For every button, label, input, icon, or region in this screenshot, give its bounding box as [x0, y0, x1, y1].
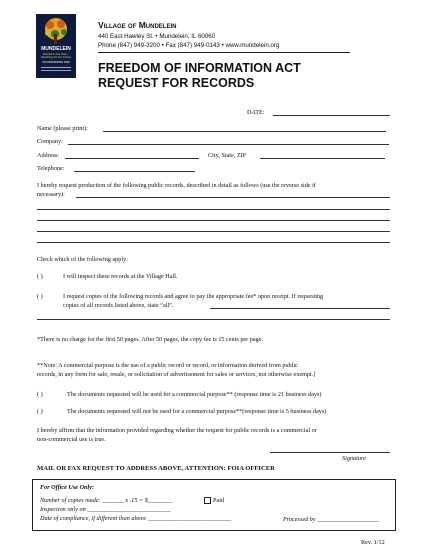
copies-field-line[interactable] [210, 308, 390, 309]
commercial-option-label: The documents requested will be used for a commercial purpose** (response time is 21 business days) [67, 391, 322, 398]
copies-checkbox[interactable]: ( ) [37, 293, 43, 300]
org-phone: Phone (847) 949-3200 • Fax (847) 949-0143 • www.mundelein.org [98, 42, 280, 49]
paid-label: Paid [213, 497, 225, 504]
address-field[interactable] [65, 158, 199, 159]
affirm-text-2: non-commercial use is true. [37, 436, 106, 443]
commercial-note-2: records, in any form for sale, resale, or solicitation of advertisement for sales or services, not otherwise exempt.] [37, 371, 316, 378]
check-header: Check which of the following apply: [37, 256, 128, 263]
noncommercial-checkbox[interactable]: ( ) [37, 408, 43, 415]
commercial-note: **Note: A commercial purpose is the use of a public record or record, or information derived from public [37, 362, 298, 369]
city-label: City, State, ZIP [208, 152, 247, 159]
request-text: I hereby request production of the following public records, described in detail as follows (use the reverse side if [37, 182, 316, 189]
request-field-line[interactable] [76, 197, 390, 198]
fee-note: *There is no charge for the first 50 pages. After 50 pages, the copy fee is 15 cents per page. [37, 336, 263, 343]
processed-by-field[interactable]: Processed by ____________________ [283, 516, 380, 523]
village-logo [36, 14, 76, 78]
copies-option-label: I request copies of the following records and agree to pay the appropriate fee* upon receipt. If requesting [63, 293, 324, 300]
org-address: 440 East Hawley St. • Mundelein, IL 60060 [98, 33, 216, 40]
mail-instruction: MAIL OR FAX REQUEST TO ADDRESS ABOVE, ATTENTION: FOIA OFFICER [37, 465, 275, 472]
company-label: Company: [37, 138, 63, 145]
page-title: FREEDOM OF INFORMATION ACT [98, 61, 301, 75]
affirm-text: I hereby affirm that the information provided regarding whether the request for public records is a commercial or [37, 427, 317, 434]
logo-tagline: Rooted in Our Past... Reaching for Our Future [40, 52, 72, 60]
paid-checkbox[interactable] [204, 497, 211, 504]
org-name: Village of Mundelein [98, 20, 177, 30]
name-label: Name (please print): [37, 125, 88, 132]
page-subtitle: REQUEST FOR RECORDS [98, 76, 255, 90]
copies-field-line[interactable] [37, 319, 390, 320]
logo-wordmark: MUNDELEIN [41, 46, 71, 52]
header-rule [98, 52, 350, 53]
request-field-line[interactable] [37, 209, 390, 210]
inspection-date-field[interactable]: Inspection only on ___________________________ [40, 506, 171, 513]
telephone-label: Telephone: [37, 165, 65, 172]
logo-divider-2 [41, 70, 71, 71]
compliance-date-field[interactable]: Date of compliance, if different than above ___________________________ [40, 515, 232, 522]
office-use-title: For Office Use Only: [40, 484, 95, 491]
request-field-line[interactable] [37, 231, 390, 232]
request-field-line[interactable] [37, 242, 390, 243]
revision-label: Rev. 1/12 [361, 539, 385, 546]
inspect-checkbox[interactable]: ( ) [37, 273, 43, 280]
logo-divider [41, 67, 71, 68]
address-label: Address: [37, 152, 59, 159]
noncommercial-option-label: The documents requested will not be used for a commercial purpose**(response time is 5 business days) [67, 408, 327, 415]
date-label: DATE: [247, 109, 265, 116]
request-field-line[interactable] [37, 220, 390, 221]
inspect-option-label: I will inspect these records at the Village Hall. [63, 273, 178, 280]
name-field[interactable] [103, 131, 386, 132]
request-text-2: necessary): [37, 191, 65, 198]
logo-incorporated: INCORPORATED 1909 [42, 61, 70, 64]
copies-made-field[interactable]: Number of copies made: _______ x .15 = $________ [40, 497, 173, 504]
city-field[interactable] [260, 158, 385, 159]
company-field[interactable] [68, 144, 389, 145]
signature-field[interactable] [270, 452, 390, 453]
date-field[interactable] [273, 115, 390, 116]
commercial-checkbox[interactable]: ( ) [37, 391, 43, 398]
signature-label: Signature [342, 455, 366, 462]
telephone-field[interactable] [74, 171, 195, 172]
copies-option-label-2: copies of all records listed above, state “all”. [63, 302, 174, 309]
